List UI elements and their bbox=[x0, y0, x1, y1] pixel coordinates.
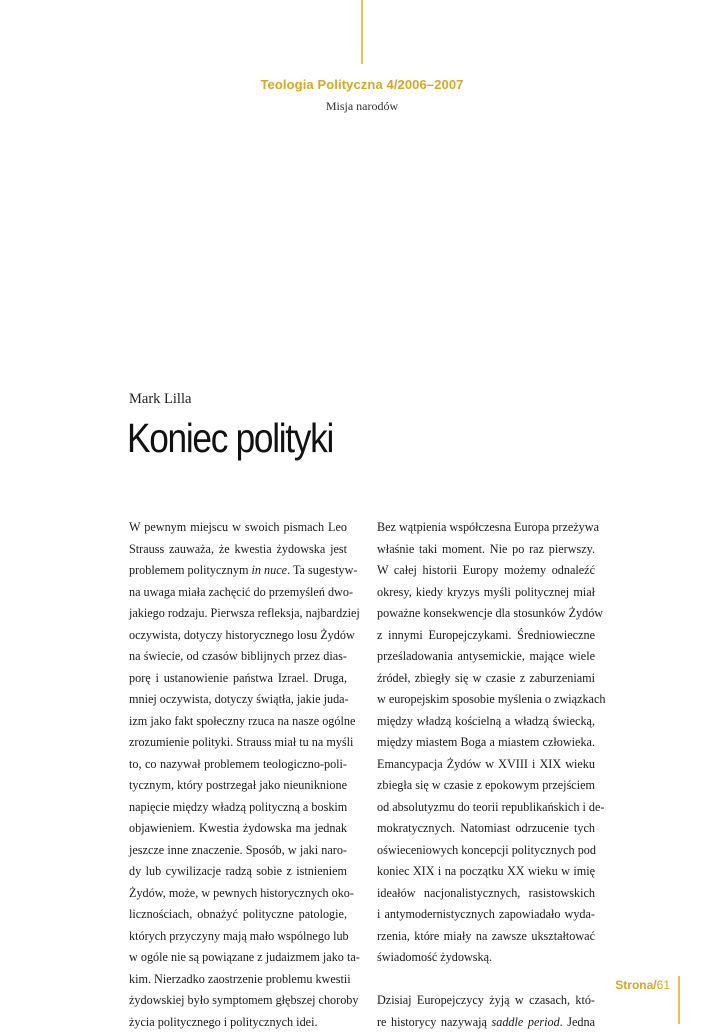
text-line: Strauss zauważa, że kwestia żydowska jest bbox=[129, 539, 347, 561]
text-line: rzenia, które miały na zawsze ukształtować bbox=[377, 926, 595, 948]
text-line: zrozumienie polityki. Strauss miał tu na myśli bbox=[129, 732, 347, 754]
text-line: napięcie między władzą polityczną a boskim bbox=[129, 797, 347, 819]
text-line: zbiegła się w czasie z epokowym przejściem bbox=[377, 775, 595, 797]
text-line: objawieniem. Kwestia żydowska ma jednak bbox=[129, 818, 347, 840]
page-number: 61 bbox=[657, 978, 670, 992]
top-decorative-rule bbox=[361, 0, 363, 64]
text-line: i antymodernistycznych zapowiadało wyda- bbox=[377, 904, 595, 926]
text-line: problemem politycznym in nuce. Ta sugestyw- bbox=[129, 560, 347, 582]
text-line: kim. Nierzadko zaostrzenie problemu kwestii bbox=[129, 969, 347, 991]
text-line: re historycy nazywają saddle period. Jedna bbox=[377, 1012, 595, 1033]
text-line: tycznym, który postrzegał jako nieuniknione bbox=[129, 775, 347, 797]
text-line: z innymi Europejczykami. Średniowieczne bbox=[377, 625, 595, 647]
text-line: ideałów nacjonalistycznych, rasistowskich bbox=[377, 883, 595, 905]
folio-separator: / bbox=[653, 978, 656, 992]
text-line: Bez wątpienia współczesna Europa przeżywa bbox=[377, 517, 595, 539]
text-line: W całej historii Europy możemy odnaleźć bbox=[377, 560, 595, 582]
text-line: W pewnym miejscu w swoich pismach Leo bbox=[129, 517, 347, 539]
text-line: okresy, kiedy kryzys myśli politycznej miał bbox=[377, 582, 595, 604]
text-line: porę i ustanowienie państwa Izrael. Druga, bbox=[129, 668, 347, 690]
text-line: od absolutyzmu do teorii republikańskich i de- bbox=[377, 797, 595, 819]
section-subtitle: Misja narodów bbox=[0, 99, 724, 114]
body-column-left bbox=[129, 517, 347, 1033]
text-line: w europejskim sposobie myślenia o związkach bbox=[377, 689, 595, 711]
page-folio bbox=[615, 978, 670, 992]
journal-title: Teologia Polityczna 4/2006–2007 bbox=[0, 77, 724, 92]
text-line: Emancypacja Żydów w XVIII i XIX wieku bbox=[377, 754, 595, 776]
text-line: prześladowania antysemickie, mające wiele bbox=[377, 646, 595, 668]
text-line: Żydów, może, w pewnych historycznych oko- bbox=[129, 883, 347, 905]
text-line: poważne konsekwencje dla stosunków Żydów bbox=[377, 603, 595, 625]
text-line: jeszcze inne znaczenie. Sposób, w jaki naro- bbox=[129, 840, 347, 862]
paragraph-gap bbox=[377, 969, 595, 991]
text-line: oświeceniowych koncepcji politycznych pod bbox=[377, 840, 595, 862]
folio-label: Strona bbox=[615, 978, 653, 992]
text-line: mniej oczywista, dotyczy świątła, jakie juda- bbox=[129, 689, 347, 711]
text-line: licznościach, obnażyć polityczne patologie, bbox=[129, 904, 347, 926]
text-line: których przyczyny mają mało wspólnego lub bbox=[129, 926, 347, 948]
text-line: Dzisiaj Europejczycy żyją w czasach, któ- bbox=[377, 990, 595, 1012]
text-line: życia politycznego i politycznych idei. bbox=[129, 1012, 347, 1033]
text-line: między miastem Boga a miastem człowieka. bbox=[377, 732, 595, 754]
text-line: jakiego rodzaju. Pierwsza refleksja, najbardziej bbox=[129, 603, 347, 625]
text-line: właśnie taki moment. Nie po raz pierwszy. bbox=[377, 539, 595, 561]
text-line: koniec XIX i na początku XX wieku w imię bbox=[377, 861, 595, 883]
text-line: to, co nazywał problemem teologiczno-poli- bbox=[129, 754, 347, 776]
text-line: dy lub cywilizacje radzą sobie z istnieniem bbox=[129, 861, 347, 883]
bottom-decorative-rule bbox=[678, 976, 680, 1024]
body-column-right bbox=[377, 517, 595, 1033]
text-line: na świecie, od czasów biblijnych przez dias- bbox=[129, 646, 347, 668]
article-title: Koniec polityki bbox=[127, 415, 333, 462]
text-line: między władzą kościelną a władzą świecką, bbox=[377, 711, 595, 733]
text-line: w ogóle nie są powiązane z judaizmem jako ta- bbox=[129, 947, 347, 969]
text-line: na uwaga miała zachęcić do przemyśleń dwo- bbox=[129, 582, 347, 604]
text-line: izm jako fakt społeczny rzuca na nasze ogólne bbox=[129, 711, 347, 733]
text-line: mokratycznych. Natomiast odrzucenie tych bbox=[377, 818, 595, 840]
text-line: żydowskiej było symptomem głębszej choroby bbox=[129, 990, 347, 1012]
text-line: źródeł, zbiegły się w czasie z zaburzeniami bbox=[377, 668, 595, 690]
text-line: oczywista, dotyczy historycznego losu Żydów bbox=[129, 625, 347, 647]
text-line: świadomość żydowską. bbox=[377, 947, 595, 969]
author-name: Mark Lilla bbox=[129, 391, 191, 408]
